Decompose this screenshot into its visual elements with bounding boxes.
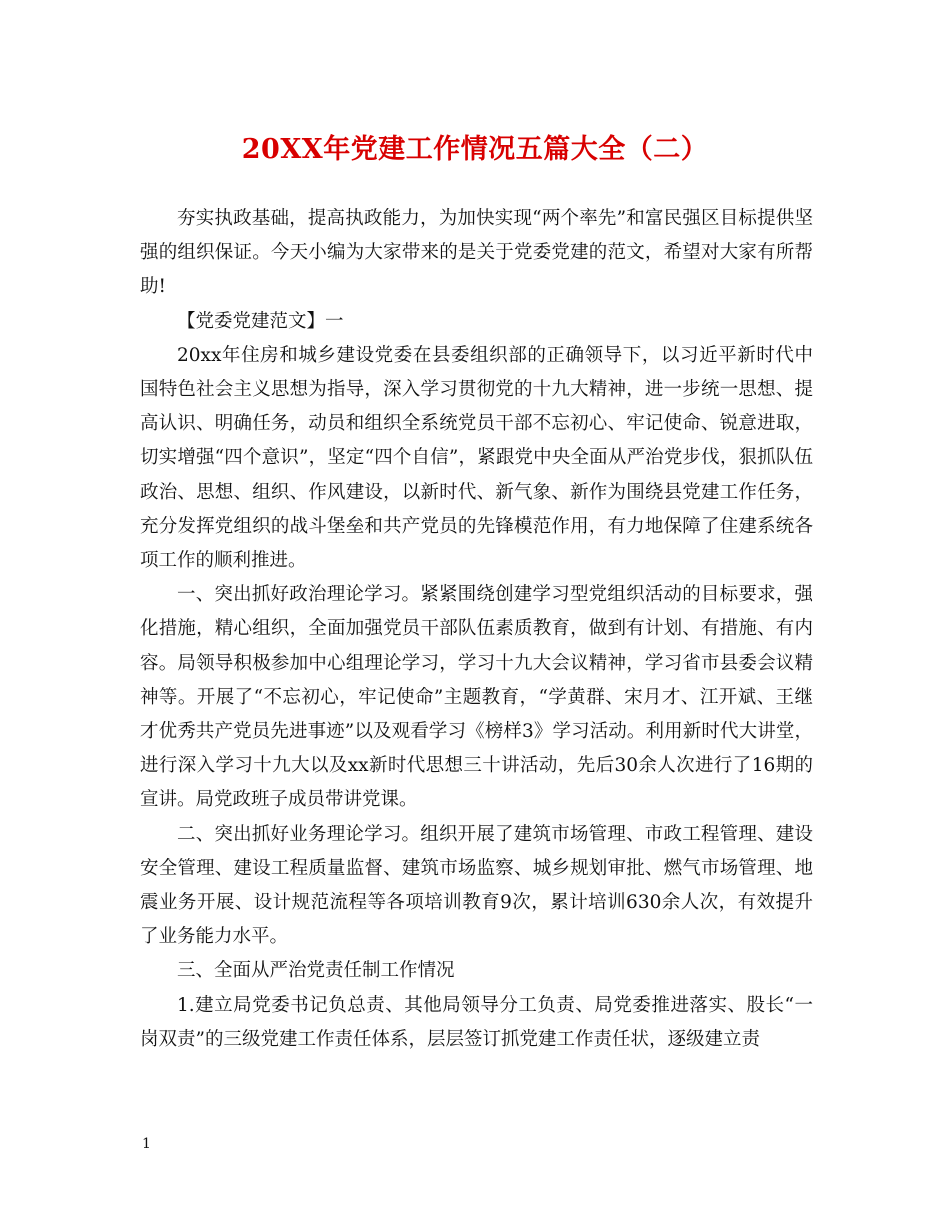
body-paragraph: 二、突出抓好业务理论学习。组织开展了建筑市场管理、市政工程管理、建设安全管理、建设工程质量监督、建筑市场监察、城乡规划审批、燃气市场管理、地震业务开展、设计规范流程等各项培训教育9次，累计培训630余人次，有效提升了业务能力水平。 bbox=[140, 823, 813, 948]
section-heading: 【党委党建范文】一 bbox=[177, 310, 344, 332]
body-paragraph: 一、突出抓好政治理论学习。紧紧围绕创建学习型党组织活动的目标要求，强化措施，精心组织，全面加强党员干部队伍素质教育，做到有计划、有措施、有内容。局领导积极参加中心组理论学习，学习十九大会议精神，学习省市县委会议精神等。开展了“不忘初心，牢记使命”主题教育，“学黄群、宋月才、江开斌、王继才优秀共产党员先进事迹”以及观看学习《榜样3》学习活动。利用新时代大讲堂，进行深入学习十九大以及xx新时代思想三十讲活动，先后30余人次进行了16期的宣讲。局党政班子成员带讲党课。 bbox=[140, 584, 813, 811]
page-number: 1 bbox=[142, 1136, 151, 1152]
intro-paragraph: 夯实执政基础，提高执政能力，为加快实现“两个率先”和富民强区目标提供坚强的组织保证。今天小编为大家带来的是关于党委党建的范文，希望对大家有所帮助! bbox=[140, 208, 813, 298]
document-body bbox=[140, 202, 813, 1057]
body-paragraph: 20xx年住房和城乡建设党委在县委组织部的正确领导下，以习近平新时代中国特色社会主义思想为指导，深入学习贯彻党的十九大精神，进一步统一思想、提高认识、明确任务，动员和组织全系统党员干部不忘初心、牢记使命、锐意进取，切实增强“四个意识”，坚定“四个自信”，紧跟党中央全面从严治党步伐，狠抓队伍政治、思想、组织、作风建设，以新时代、新气象、新作为围绕县党建工作任务，充分发挥党组织的战斗堡垒和共产党员的先锋模范作用，有力地保障了住建系统各项工作的顺利推进。 bbox=[140, 344, 813, 572]
subsection-heading: 三、全面从严治党责任制工作情况 bbox=[177, 960, 455, 982]
body-paragraph: 1.建立局党委书记负总责、其他局领导分工负责、局党委推进落实、股长“一岗双责”的三级党建工作责任体系，层层签订抓党建工作责任状，逐级建立责 bbox=[140, 994, 813, 1050]
document-title: 20XX年党建工作情况五篇大全（二） bbox=[241, 134, 709, 165]
